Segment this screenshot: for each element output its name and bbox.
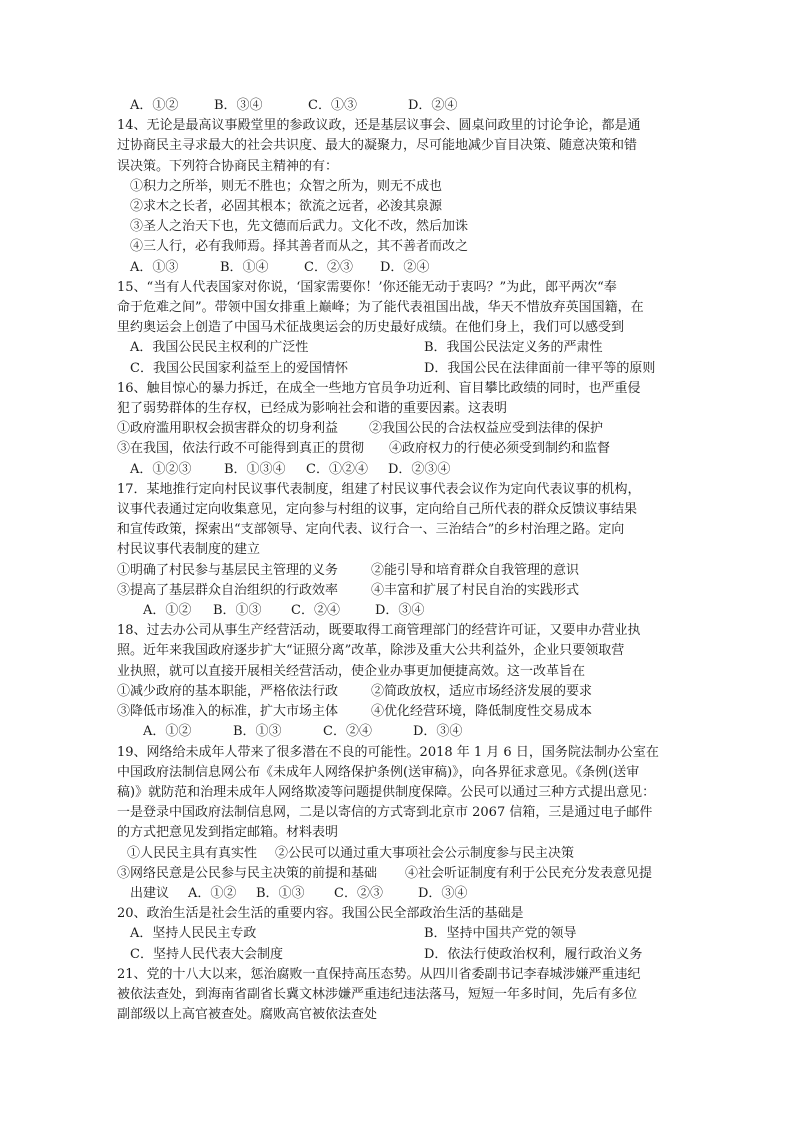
q16-options	[117, 460, 679, 480]
q14-options	[117, 258, 679, 278]
q20-options-row-2	[117, 945, 679, 965]
statement-item: ②能引导和培育群众自我管理的意识	[371, 562, 580, 578]
q13-options	[117, 96, 679, 116]
option-a: A．①②	[188, 885, 237, 901]
question-stem: 21、党的十八大以来，惩治腐败一直保持高压态势。从四川省委副书记李春城涉嫌严重违纪	[117, 966, 641, 982]
statement-item: ④丰富和扩展了村民自治的实践形式	[371, 582, 580, 598]
statement-item: ③降低市场准入的标准，扩大市场主体	[117, 704, 339, 720]
question-stem: 和宣传政策，探索出“支部领导、定向代表、议行合一、三治结合”的乡村治理之路。定向	[117, 522, 625, 538]
statement-item: ③圣人之治天下也，先文德而后武力。文化不改，然后加诛	[130, 219, 469, 235]
statement-item: ①积力之所举，则无不胜也；众智之所为，则无不成也	[130, 178, 443, 194]
statement-row	[117, 419, 679, 439]
q19-options	[117, 884, 679, 904]
statement-item: ④三人行，必有我师焉。择其善者而从之，其不善者而改之	[130, 239, 469, 255]
option-d: D．③④	[413, 724, 463, 740]
option-d: D．②④	[408, 98, 458, 113]
statement-item: ②我国公民的合法权益应受到法律的保护	[369, 421, 604, 437]
question-stem: 副部级以上高官被查处。腐败高官被依法查处	[117, 1007, 378, 1023]
option-b: B．①③④	[224, 461, 286, 477]
statement-item: ②公民可以通过重大事项社会公示制度参与民主决策	[275, 845, 575, 861]
q15-options-row-1	[117, 338, 679, 358]
question-stem: 犯了弱势群体的生存权，已经成为影响社会和谐的重要因素。这表明	[117, 401, 508, 417]
option-a: A．①②	[143, 603, 192, 619]
option-b: B．坚持中国共产党的领导	[424, 926, 577, 942]
statement-item: ②求木之长者，必固其根本；欲流之远者，必浚其泉源	[130, 199, 443, 215]
question-19	[117, 743, 679, 905]
question-stem: 议事代表通过定向收集意见，定向参与村组的议事，定向给自己所代表的群众反馈议事结果	[117, 502, 638, 518]
exam-page	[117, 96, 679, 1025]
statement-item: ④政府权力的行使必须受到制约和监督	[389, 441, 611, 457]
statement-item: ④优化经营环境，降低制度性交易成本	[371, 704, 593, 720]
statement-item: ②简政放权，适应市场经济发展的要求	[371, 683, 593, 699]
statement-row	[117, 439, 679, 459]
statement-item: ④社会听证制度有利于公民充分发表意见提	[405, 865, 653, 881]
statement-row	[117, 561, 679, 581]
question-stem: 的方式把意见发到指定邮箱。材料表明	[117, 825, 339, 841]
option-c: C．我国公民国家利益至上的爱国情怀	[130, 360, 348, 376]
question-stem: 18、过去办公司从事生产经营活动，既要取得工商管理部门的经营许可证，又要申办营业执	[117, 623, 641, 639]
q17-options	[117, 601, 679, 621]
option-c: C．②④	[291, 603, 340, 619]
option-d: D．③④	[418, 885, 468, 901]
question-stem: 村民议事代表制度的建立	[117, 542, 261, 558]
question-stem: 业执照，就可以直接开展相关经营活动，使企业办事更加便捷高效。这一改革旨在	[117, 663, 586, 679]
statement-row	[117, 864, 679, 884]
statement-item: ①减少政府的基本职能，严格依法行政	[117, 683, 339, 699]
option-b: B．我国公民法定义务的严肃性	[424, 340, 603, 356]
option-b: B．①③	[213, 603, 262, 619]
statement-item: ①人民民主具有真实性	[127, 845, 258, 861]
question-15	[117, 278, 679, 379]
option-d: D．③④	[375, 603, 425, 619]
question-21	[117, 965, 679, 1026]
statement-row	[117, 702, 679, 722]
q15-options-row-2	[117, 359, 679, 379]
option-a: A．坚持人民民主专政	[130, 926, 257, 942]
statement-item: ①政府滥用职权会损害群众的切身利益	[117, 421, 339, 437]
question-stem: 命于危难之间”。带领中国女排重上巅峰；为了能代表祖国出战，华天不惜放弃英国国籍，在	[117, 300, 644, 316]
option-a: A．①②③	[130, 461, 192, 477]
option-a: A．①②	[143, 724, 192, 740]
option-b: B．③④	[214, 98, 263, 113]
statement-item: ③提高了基层群众自治组织的行政效率	[117, 582, 339, 598]
option-d: D．我国公民在法律面前一律平等的原则	[424, 360, 656, 376]
question-stem: 15、“当有人代表国家对你说，‘国家需要你！’你还能无动于衷吗？”为此，郎平两次“奉	[117, 279, 617, 295]
option-c: C．①②④	[306, 461, 368, 477]
option-b: B．①③	[233, 724, 282, 740]
option-c: C．坚持人民代表大会制度	[130, 946, 283, 962]
question-stem: 14、无论是最高议事殿堂里的参政议政，还是基层议事会、圆桌问政里的讨论争论，都是通	[117, 118, 641, 134]
question-stem: 16、触目惊心的暴力拆迁，在成全一些地方官员争功近利、盲目攀比政绩的同时，也严重侵	[117, 380, 641, 396]
question-stem: 中国政府法制信息网公布《未成年人网络保护条例(送审稿)》，向各界征求意见。《条例(送审	[117, 764, 640, 780]
statement-row	[117, 581, 679, 601]
question-17	[117, 480, 679, 621]
statement-continuation: 出建议	[130, 885, 170, 901]
statement-item: ①明确了村民参与基层民主管理的义务	[117, 562, 339, 578]
statement-item: ③网络民意是公民参与民主决策的前提和基础	[117, 865, 378, 881]
statement-item: ③在我国，依法行政不可能得到真正的贯彻	[117, 441, 365, 457]
question-18	[117, 621, 679, 742]
question-16	[117, 379, 679, 480]
question-stem: 20、政治生活是社会生活的重要内容。我国公民全部政治生活的基础是	[117, 906, 524, 922]
question-20	[117, 904, 679, 965]
option-c: C．②③	[334, 885, 383, 901]
question-14	[117, 116, 679, 278]
question-stem: 一是登录中国政府法制信息网，二是以寄信的方式寄到北京市 2067 信箱，三是通过电子邮件	[117, 805, 653, 821]
question-stem: 误决策。下列符合协商民主精神的有：	[117, 158, 339, 174]
statement-row	[117, 682, 679, 702]
option-a: A．我国公民民主权利的广泛性	[130, 340, 309, 356]
option-c: C．①③	[308, 98, 357, 113]
option-c: C．②③	[304, 259, 353, 275]
question-stem: 17．某地推行定向村民议事代表制度，组建了村民议事代表会议作为定向代表议事的机构，	[117, 481, 641, 497]
option-b: B．①④	[220, 259, 269, 275]
option-d: D．依法行使政治权利，履行政治义务	[424, 946, 643, 962]
q18-options	[117, 722, 679, 742]
question-stem: 照。近年来我国政府逐步扩大“证照分离”改革，除涉及重大公共利益外，企业只要领取营	[117, 643, 625, 659]
q20-options-row-1	[117, 924, 679, 944]
option-b: B．①③	[256, 885, 305, 901]
question-stem: 稿)》就防范和治理未成年人网络欺凌等问题提供制度保障。公民可以通过三种方式提出意见：	[117, 784, 656, 800]
option-c: C．②④	[323, 724, 372, 740]
question-stem: 19、网络给未成年人带来了很多潜在不良的可能性。2018 年 1 月 6 日，国务院法制办公室在	[117, 744, 659, 760]
question-stem: 过协商民主寻求最大的社会共识度、最大的凝聚力，尽可能地减少盲目决策、随意决策和错	[117, 138, 638, 154]
question-stem: 里约奥运会上创造了中国马术征战奥运会的历史最好成绩。在他们身上，我们可以感受到	[117, 320, 625, 336]
option-a: A．①②	[130, 98, 179, 113]
option-d: D．②④	[380, 259, 430, 275]
question-stem: 被依法查处，到海南省副省长冀文林涉嫌严重违纪违法落马，短短一年多时间，先后有多位	[117, 986, 638, 1002]
option-d: D．②③④	[388, 461, 451, 477]
statement-row	[117, 844, 679, 864]
option-a: A．①③	[130, 259, 179, 275]
